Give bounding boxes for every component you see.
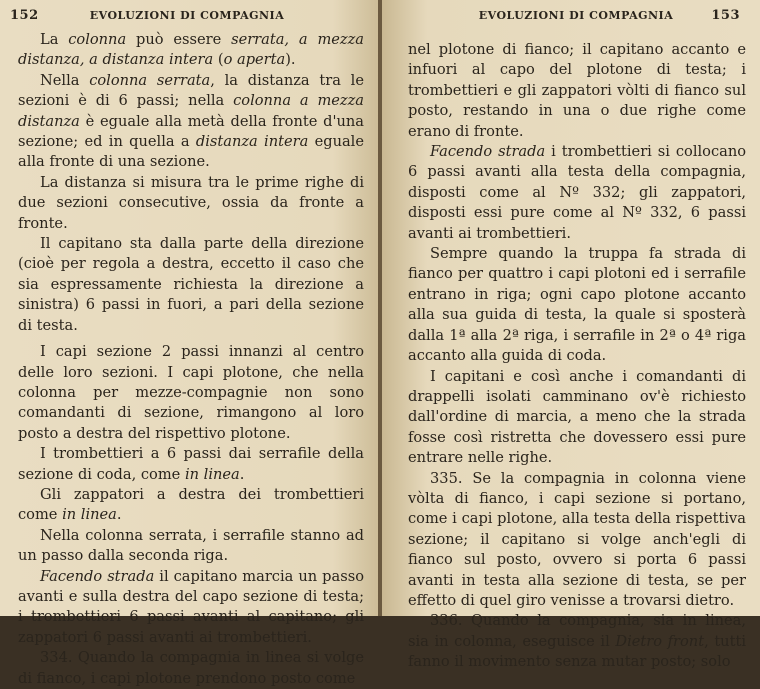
right-page-header bbox=[412, 8, 740, 26]
left-page bbox=[0, 0, 378, 687]
right-page-number: 153 bbox=[711, 8, 740, 23]
paragraph: I capitani e così anche i comandanti di drappelli isolati camminano ov'è richiesto dall'ordine di marcia, a meno che la strada fosse così ristretta che dovessero essi pure entrare nelle righe. bbox=[408, 367, 746, 467]
paragraph: 335. Se la compagnia in colonna viene vòlta di fianco, i capi sezione si portano, come i capi plotone, alla testa della rispettiva sezione; il capitano si volge anch'egli di fianco sul posto, ovvero si porta 6 passi avanti in testa alla sezione di testa, se per effetto di quel giro venisse a trovarsi dietro. bbox=[408, 469, 746, 609]
paragraph: Nella colonna serrata, i serrafile stanno ad un passo dalla seconda riga. bbox=[18, 526, 364, 565]
paragraph: I capi sezione 2 passi innanzi al centro delle loro sezioni. I capi plotone, che nella colonna per mezze-compagnie non sono comandanti di sezione, rimangono al loro posto a destra del rispettivo plotone. bbox=[18, 343, 364, 442]
paragraph: Facendo strada il capitano marcia un passo avanti e sulla destra del capo sezione di testa; i trombettieri 6 passi avanti al capitano; gli zappatori 6 passi avanti ai trombettieri. bbox=[18, 567, 364, 646]
left-page-number: 152 bbox=[10, 8, 39, 23]
paragraph: 336. Quando la compagnia, sia in linea, sia in colonna, eseguisce il Dietro front, tutti fanno il movimento senza mutar posto; solo bbox=[408, 612, 746, 671]
paragraph: nel plotone di fianco; il capitano accanto e infuori al capo del plotone di testa; i trombettieri e gli zappatori vòlti di fianco sul posto, restando in una o due righe come erano di fronte. bbox=[408, 41, 746, 140]
paragraph: Facendo strada i trombettieri si collocano 6 passi avanti alla testa della compagnia, disposti come al Nº 332; gli zappatori, disposti essi pure come al Nº 332, 6 passi avanti ai trombettieri. bbox=[408, 143, 747, 242]
paragraph: 334. Quando la compagnia in linea si volge di fianco, i capi plotone prendono posto come bbox=[18, 649, 364, 687]
paragraph: I trombettieri a 6 passi dai serrafile della sezione di coda, come in linea. bbox=[18, 445, 364, 483]
paragraph: Gli zappatori a destra dei trombettieri come in linea. bbox=[18, 485, 364, 524]
left-page-header bbox=[10, 8, 364, 26]
paragraph: La colonna può essere serrata, a mezza distanza, a distanza intera (o aperta). bbox=[18, 31, 364, 69]
left-running-title: EVOLUZIONI DI COMPAGNIA bbox=[89, 9, 285, 22]
paragraph: Sempre quando la truppa fa strada di fianco per quattro i capi plotoni ed i serrafile entrano in riga; ogni capo plotone accanto alla sua guida di testa, la quale si sposterà dalla 1ª alla 2ª riga, i serrafile in 2ª o 4ª riga accanto alla guida di coda. bbox=[408, 245, 746, 365]
right-page-text bbox=[408, 40, 746, 673]
right-running-title: EVOLUZIONI DI COMPAGNIA bbox=[478, 9, 674, 22]
paragraph: Nella colonna serrata, la distanza tra le sezioni è di 6 passi; nella colonna a mezza distanza è eguale alla metà della fronte d'una sezione; ed in quella a distanza intera eguale alla fronte di una sezione. bbox=[18, 71, 364, 171]
paragraph: Il capitano sta dalla parte della direzione (cioè per regola a destra, eccetto il caso che sia espressamente richiesta la direzione a sinistra) 6 passi in fuori, a pari della sezione di testa. bbox=[18, 235, 364, 334]
paragraph: La distanza si misura tra le prime righe di due sezioni consecutive, ossia da fronte a fronte. bbox=[18, 173, 364, 232]
left-page-text bbox=[18, 30, 364, 689]
right-page bbox=[382, 0, 760, 671]
